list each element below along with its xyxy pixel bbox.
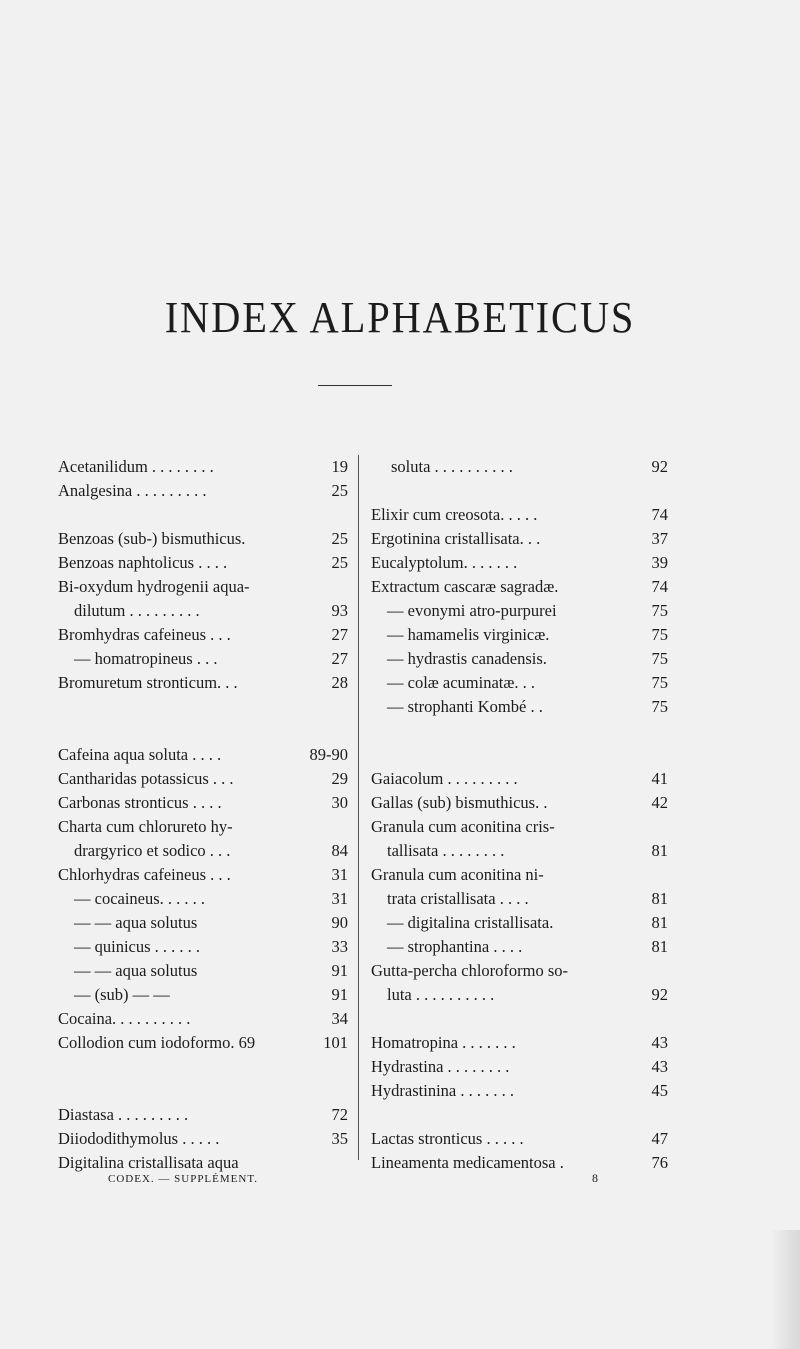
entry-term: Diiododithymolus . . . . . xyxy=(58,1129,220,1148)
entry-term: — hamamelis virginicæ. xyxy=(387,625,550,644)
entry-page-number: 25 xyxy=(331,529,348,548)
entry-page-number: 75 xyxy=(651,625,668,644)
index-entry xyxy=(58,911,348,935)
entry-page-number: 25 xyxy=(331,553,348,572)
index-entry xyxy=(58,887,348,911)
entry-page-number: 30 xyxy=(331,793,348,812)
index-column-right xyxy=(371,455,668,1175)
entry-term: — strophanti Kombé . . xyxy=(387,697,543,716)
index-entry xyxy=(371,863,668,887)
entry-page-number: 101 xyxy=(323,1033,348,1052)
entry-page-number: 39 xyxy=(651,553,668,572)
entry-page-number: 81 xyxy=(651,937,668,956)
entry-term: Cantharidas potassicus . . . xyxy=(58,769,234,788)
index-entry xyxy=(58,575,348,599)
entry-term: Bi-oxydum hydrogenii aqua- xyxy=(58,577,250,596)
entry-page-number: 35 xyxy=(331,1129,348,1148)
entry-page-number: 92 xyxy=(651,457,668,476)
entry-term: Benzoas naphtolicus . . . . xyxy=(58,553,228,572)
entry-term: Lineamenta medicamentosa . xyxy=(371,1153,564,1172)
entry-term: — homatropineus . . . xyxy=(74,649,218,668)
entry-term: — colæ acuminatæ. . . xyxy=(387,673,536,692)
index-entry xyxy=(58,863,348,887)
entry-page-number: 43 xyxy=(651,1057,668,1076)
entry-term: Hydrastinina . . . . . . . xyxy=(371,1081,514,1100)
entry-term: — — aqua solutus xyxy=(74,961,198,980)
section-gap xyxy=(58,1055,348,1103)
index-entry xyxy=(371,767,668,791)
entry-term: Hydrastina . . . . . . . . xyxy=(371,1057,510,1076)
index-entry xyxy=(58,647,348,671)
index-entry xyxy=(371,647,668,671)
entry-page-number: 81 xyxy=(651,913,668,932)
index-entry xyxy=(371,1127,668,1151)
index-entry xyxy=(58,1151,348,1175)
index-entry xyxy=(371,695,668,719)
column-divider xyxy=(358,455,359,1160)
entry-term: drargyrico et sodico . . . xyxy=(74,841,231,860)
entry-page-number: 31 xyxy=(331,889,348,908)
index-entry xyxy=(58,527,348,551)
entry-page-number: 75 xyxy=(651,697,668,716)
entry-page-number: 27 xyxy=(331,649,348,668)
entry-term: Cafeina aqua soluta . . . . xyxy=(58,745,222,764)
entry-page-number: 84 xyxy=(331,841,348,860)
entry-page-number: 27 xyxy=(331,625,348,644)
entry-term: Homatropina . . . . . . . xyxy=(371,1033,516,1052)
entry-term: dilutum . . . . . . . . . xyxy=(74,601,200,620)
entry-term: Granula cum aconitina ni- xyxy=(371,865,544,884)
entry-term: — (sub) — — xyxy=(74,985,170,1004)
entry-term: soluta . . . . . . . . . . xyxy=(391,457,513,476)
entry-term: luta . . . . . . . . . . xyxy=(387,985,495,1004)
index-entry xyxy=(58,1127,348,1151)
index-entry xyxy=(371,1079,668,1103)
entry-page-number: 75 xyxy=(651,649,668,668)
entry-term: Gallas (sub) bismuthicus. . xyxy=(371,793,548,812)
entry-term: Acetanilidum . . . . . . . . xyxy=(58,457,214,476)
index-entry xyxy=(371,887,668,911)
index-entry xyxy=(58,743,348,767)
entry-page-number: 28 xyxy=(331,673,348,692)
entry-page-number: 74 xyxy=(651,505,668,524)
entry-term: Gutta-percha chloroformo so- xyxy=(371,961,569,980)
index-entry xyxy=(58,815,348,839)
entry-term: — cocaineus. . . . . . xyxy=(74,889,206,908)
entry-page-number: 91 xyxy=(331,961,348,980)
entry-page-number: 37 xyxy=(651,529,668,548)
entry-term: Collodion cum iodoformo. 69 xyxy=(58,1033,256,1052)
index-entry xyxy=(58,623,348,647)
entry-term: — evonymi atro-purpurei xyxy=(387,601,557,620)
index-entry xyxy=(371,623,668,647)
index-entry xyxy=(58,839,348,863)
index-entry xyxy=(371,815,668,839)
index-entry xyxy=(58,1007,348,1031)
footer-sheet-number: 8 xyxy=(592,1171,598,1185)
entry-term: trata cristallisata . . . . xyxy=(387,889,529,908)
entry-page-number: 92 xyxy=(651,985,668,1004)
index-entry xyxy=(371,551,668,575)
page-edge-shadow xyxy=(770,1230,800,1349)
index-entry xyxy=(58,479,348,503)
entry-term: tallisata . . . . . . . . xyxy=(387,841,505,860)
entry-page-number: 25 xyxy=(331,481,348,500)
entry-page-number: 31 xyxy=(331,865,348,884)
entry-term: — hydrastis canadensis. xyxy=(387,649,547,668)
entry-page-number: 81 xyxy=(651,841,668,860)
entry-page-number: 29 xyxy=(331,769,348,788)
entry-term: Benzoas (sub-) bismuthicus. xyxy=(58,529,246,548)
page-title: INDEX ALPHABETICUS xyxy=(164,293,636,342)
entry-page-number: 41 xyxy=(651,769,668,788)
index-entry xyxy=(371,1151,668,1175)
entry-term: Elixir cum creosota. . . . . xyxy=(371,505,538,524)
index-entry xyxy=(371,935,668,959)
entry-term: — digitalina cristallisata. xyxy=(387,913,554,932)
entry-term: Extractum cascaræ sagradæ. xyxy=(371,577,559,596)
index-entry xyxy=(58,1103,348,1127)
entry-page-number: 42 xyxy=(651,793,668,812)
index-entry xyxy=(58,1031,348,1055)
index-entry xyxy=(58,455,348,479)
section-gap xyxy=(58,503,348,527)
entry-page-number: 47 xyxy=(651,1129,668,1148)
entry-page-number: 34 xyxy=(331,1009,348,1028)
entry-term: — quinicus . . . . . . xyxy=(74,937,201,956)
section-gap xyxy=(58,695,348,743)
entry-term: Charta cum chlorureto hy- xyxy=(58,817,233,836)
index-entry xyxy=(371,839,668,863)
index-entry xyxy=(371,959,668,983)
entry-page-number: 43 xyxy=(651,1033,668,1052)
index-entry xyxy=(371,1055,668,1079)
entry-page-number: 93 xyxy=(331,601,348,620)
entry-term: — strophantina . . . . xyxy=(387,937,523,956)
index-entry xyxy=(58,935,348,959)
index-entry xyxy=(371,455,668,479)
section-gap xyxy=(371,1103,668,1127)
index-entry xyxy=(58,671,348,695)
index-entry xyxy=(58,767,348,791)
entry-term: Analgesina . . . . . . . . . xyxy=(58,481,207,500)
footer-signature: CODEX. — SUPPLÉMENT. xyxy=(108,1173,258,1185)
entry-page-number: 33 xyxy=(331,937,348,956)
entry-page-number: 72 xyxy=(331,1105,348,1124)
entry-term: Bromhydras cafeineus . . . xyxy=(58,625,231,644)
index-entry xyxy=(58,599,348,623)
entry-page-number: 74 xyxy=(651,577,668,596)
entry-term: Eucalyptolum. . . . . . . xyxy=(371,553,518,572)
index-entry xyxy=(58,791,348,815)
index-entry xyxy=(371,911,668,935)
entry-page-number: 91 xyxy=(331,985,348,1004)
index-entry xyxy=(58,959,348,983)
entry-term: Granula cum aconitina cris- xyxy=(371,817,555,836)
index-column-left xyxy=(58,455,348,1175)
section-gap xyxy=(371,1007,668,1031)
entry-page-number: 76 xyxy=(651,1153,668,1172)
entry-term: Digitalina cristallisata aqua xyxy=(58,1153,239,1172)
entry-page-number: 81 xyxy=(651,889,668,908)
index-entry xyxy=(371,671,668,695)
index-entry xyxy=(371,599,668,623)
index-entry xyxy=(371,791,668,815)
entry-term: Gaiacolum . . . . . . . . . xyxy=(371,769,518,788)
index-entry xyxy=(371,983,668,1007)
section-gap xyxy=(371,479,668,503)
entry-page-number: 19 xyxy=(331,457,348,476)
entry-term: Carbonas stronticus . . . . xyxy=(58,793,222,812)
entry-page-number: 45 xyxy=(651,1081,668,1100)
index-entry xyxy=(371,527,668,551)
index-entry xyxy=(58,983,348,1007)
entry-term: Diastasa . . . . . . . . . xyxy=(58,1105,189,1124)
entry-term: Cocaina. . . . . . . . . . xyxy=(58,1009,191,1028)
entry-term: Lactas stronticus . . . . . xyxy=(371,1129,524,1148)
entry-term: Chlorhydras cafeineus . . . xyxy=(58,865,231,884)
entry-page-number: 75 xyxy=(651,673,668,692)
entry-page-number: 89-90 xyxy=(309,745,348,764)
index-entry xyxy=(58,551,348,575)
section-gap xyxy=(371,719,668,767)
index-entry xyxy=(371,575,668,599)
entry-page-number: 75 xyxy=(651,601,668,620)
entry-term: Bromuretum stronticum. . . xyxy=(58,673,238,692)
entry-term: Ergotinina cristallisata. . . xyxy=(371,529,541,548)
index-entry xyxy=(371,1031,668,1055)
entry-term: — — aqua solutus xyxy=(74,913,198,932)
index-entry xyxy=(371,503,668,527)
entry-page-number: 90 xyxy=(331,913,348,932)
title-rule xyxy=(318,385,392,386)
